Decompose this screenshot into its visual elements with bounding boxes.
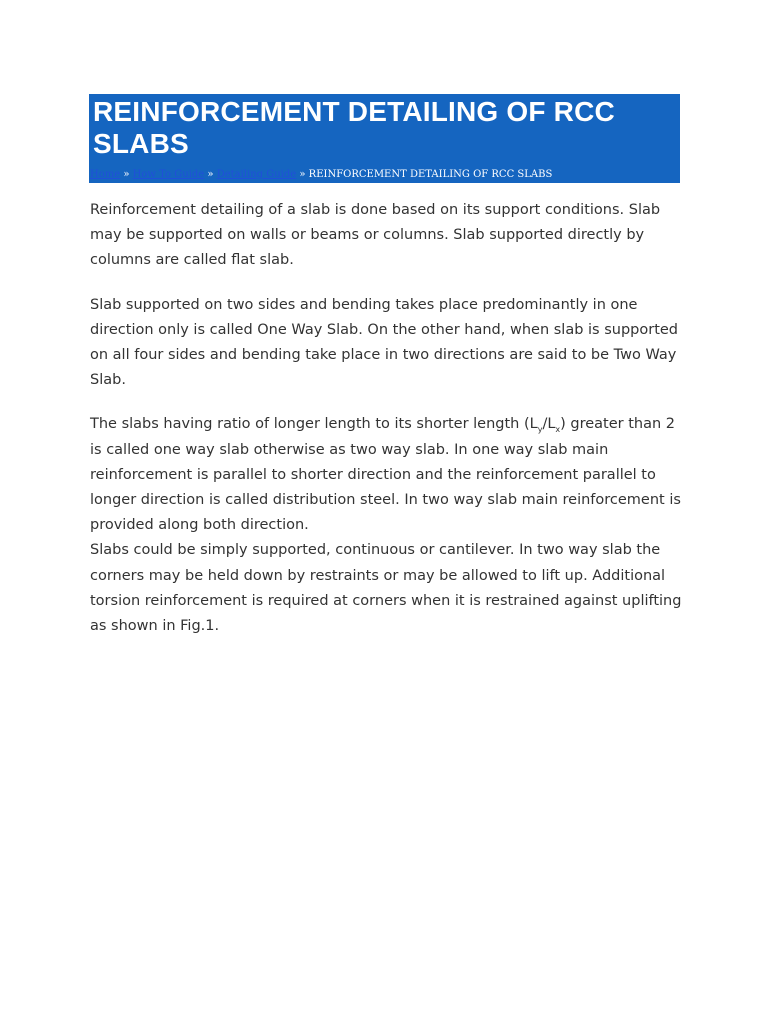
breadcrumb-home-link[interactable]: Home: [90, 169, 121, 180]
breadcrumb-current: REINFORCEMENT DETAILING OF RCC SLABS: [308, 169, 553, 180]
article-body: [90, 198, 690, 639]
page-title: REINFORCEMENT DETAILING OF RCC SLABS: [93, 96, 615, 159]
paragraph-slab-ratio: [90, 412, 690, 538]
ratio-text-before: The slabs having ratio of longer length to its shorter length (L: [90, 416, 538, 433]
breadcrumb-separator: »: [123, 169, 130, 180]
paragraph-one-way-two-way: Slab supported on two sides and bending takes place predominantly in one direction only is called One Way Slab. On the other hand, when slab is supported on all four sides and bending take place in two directions are said to be Two Way Slab.: [90, 296, 679, 389]
ratio-slash: /L: [542, 416, 556, 433]
title-banner: [89, 94, 680, 183]
subscript-x: x: [555, 425, 561, 435]
breadcrumb: [90, 169, 552, 181]
paragraph-support-types: Slabs could be simply supported, continuous or cantilever. In two way slab the corners may be held down by restraints or may be allowed to lift up. Additional torsion reinforcement is required at corners when it is restrained against uplifting as shown in Fig.1.: [90, 542, 682, 635]
paragraph-support-conditions: Reinforcement detailing of a slab is done based on its support conditions. Slab may be supported on walls or beams or columns. Slab supported directly by columns are called flat slab.: [90, 202, 661, 269]
breadcrumb-separator: »: [299, 169, 306, 180]
ratio-text-after: ) greater than 2 is called one way slab otherwise as two way slab. In one way slab main reinforcement is parallel to shorter direction and the reinforcement parallel to longer direction is called distribution steel. In two way slab main reinforcement is provided along both direction.: [90, 416, 681, 534]
breadcrumb-detailing-guide-link[interactable]: Detailing Guide: [216, 169, 297, 180]
breadcrumb-how-to-guide-link[interactable]: How To Guide: [132, 169, 205, 180]
subscript-y: y: [537, 425, 543, 435]
breadcrumb-separator: »: [207, 169, 214, 180]
